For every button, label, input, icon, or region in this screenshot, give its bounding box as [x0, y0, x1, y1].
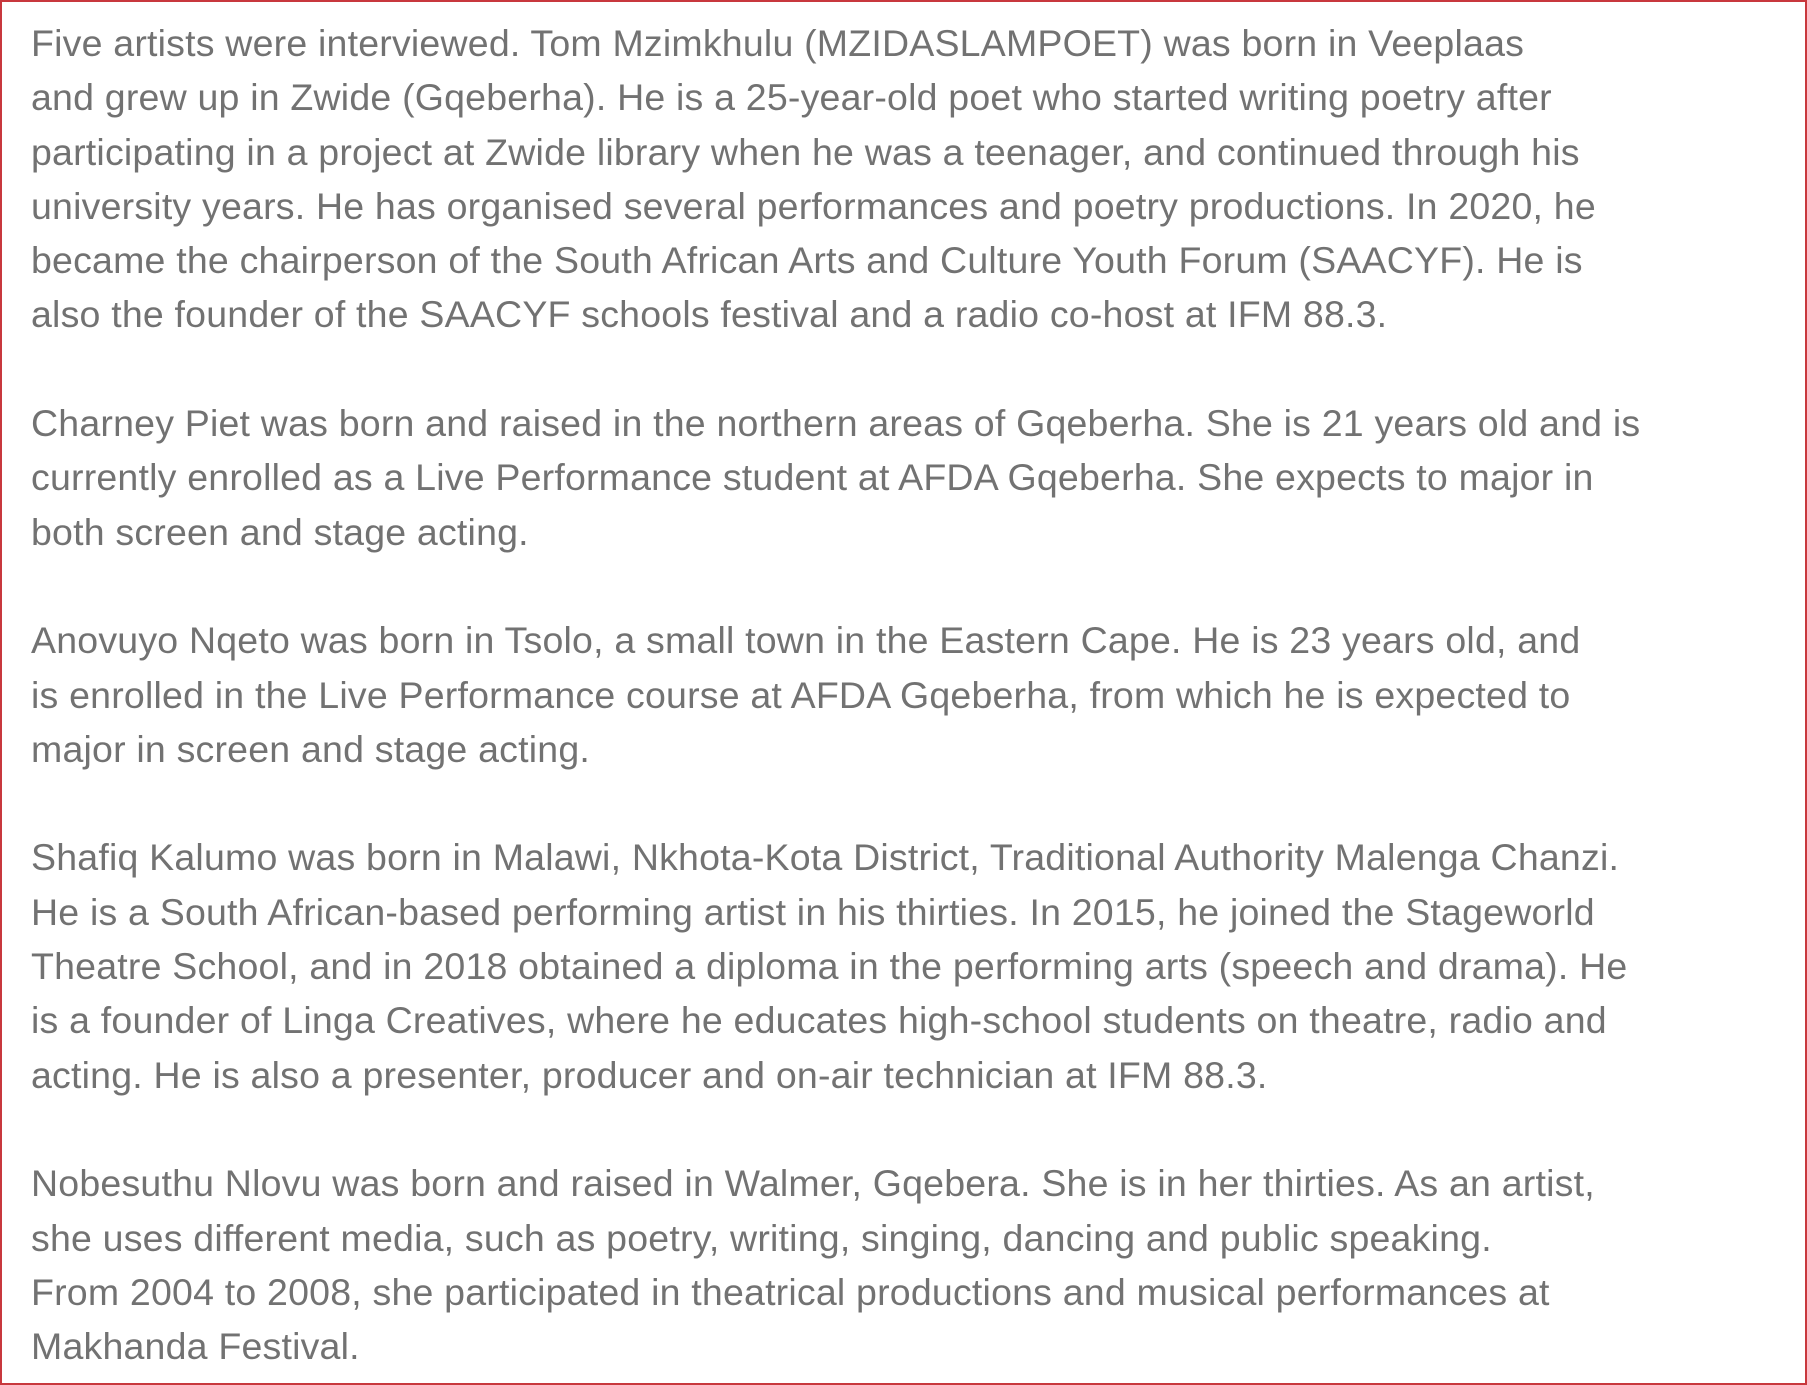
- paragraph-anovuyo-nqeto: [31, 613, 1801, 776]
- artist-bios-text: [31, 16, 1801, 1373]
- text-line: Nobesuthu Nlovu was born and raised in Walmer, Gqebera. She is in her thirties. As an artist,: [31, 1162, 1595, 1205]
- text-line: Anovuyo Nqeto was born in Tsolo, a small town in the Eastern Cape. He is 23 years old, and: [31, 619, 1581, 662]
- text-line: became the chairperson of the South African Arts and Culture Youth Forum (SAACYF). He is: [31, 239, 1583, 282]
- text-line: university years. He has organised several performances and poetry productions. In 2020, he: [31, 184, 1596, 227]
- paragraph-tom-mzimkhulu: [31, 16, 1801, 342]
- text-line: participating in a project at Zwide library when he was a teenager, and continued through his: [31, 130, 1580, 173]
- text-line: Charney Piet was born and raised in the northern areas of Gqeberha. She is 21 years old and is: [31, 402, 1641, 445]
- text-line: From 2004 to 2008, she participated in theatrical productions and musical performances at: [31, 1270, 1550, 1313]
- text-line: Shafiq Kalumo was born in Malawi, Nkhota-Kota District, Traditional Authority Malenga Chanzi.: [31, 836, 1620, 879]
- text-line: Makhanda Festival.: [31, 1325, 360, 1368]
- text-line: Theatre School, and in 2018 obtained a diploma in the performing arts (speech and drama). He: [31, 945, 1628, 988]
- text-line: is enrolled in the Live Performance course at AFDA Gqeberha, from which he is expected to: [31, 673, 1571, 716]
- text-line: she uses different media, such as poetry, writing, singing, dancing and public speaking.: [31, 1216, 1492, 1259]
- text-line: Five artists were interviewed. Tom Mzimkhulu (MZIDASLAMPOET) was born in Veeplaas: [31, 22, 1525, 64]
- text-line: and grew up in Zwide (Gqeberha). He is a 25-year-old poet who started writing poetry after: [31, 76, 1552, 119]
- text-line: acting. He is also a presenter, producer and on-air technician at IFM 88.3.: [31, 1053, 1268, 1096]
- paragraph-nobesuthu-nlovu: [31, 1156, 1801, 1373]
- paragraph-shafiq-kalumo: [31, 830, 1801, 1101]
- text-line: also the founder of the SAACYF schools festival and a radio co-host at IFM 88.3.: [31, 293, 1388, 336]
- text-line: major in screen and stage acting.: [31, 727, 590, 770]
- text-line: He is a South African-based performing artist in his thirties. In 2015, he joined the Stageworld: [31, 890, 1595, 933]
- text-line: is a founder of Linga Creatives, where he educates high-school students on theatre, radio and: [31, 999, 1607, 1042]
- paragraph-charney-piet: [31, 396, 1801, 559]
- text-line: both screen and stage acting.: [31, 510, 529, 553]
- text-line: currently enrolled as a Live Performance student at AFDA Gqeberha. She expects to major in: [31, 456, 1594, 499]
